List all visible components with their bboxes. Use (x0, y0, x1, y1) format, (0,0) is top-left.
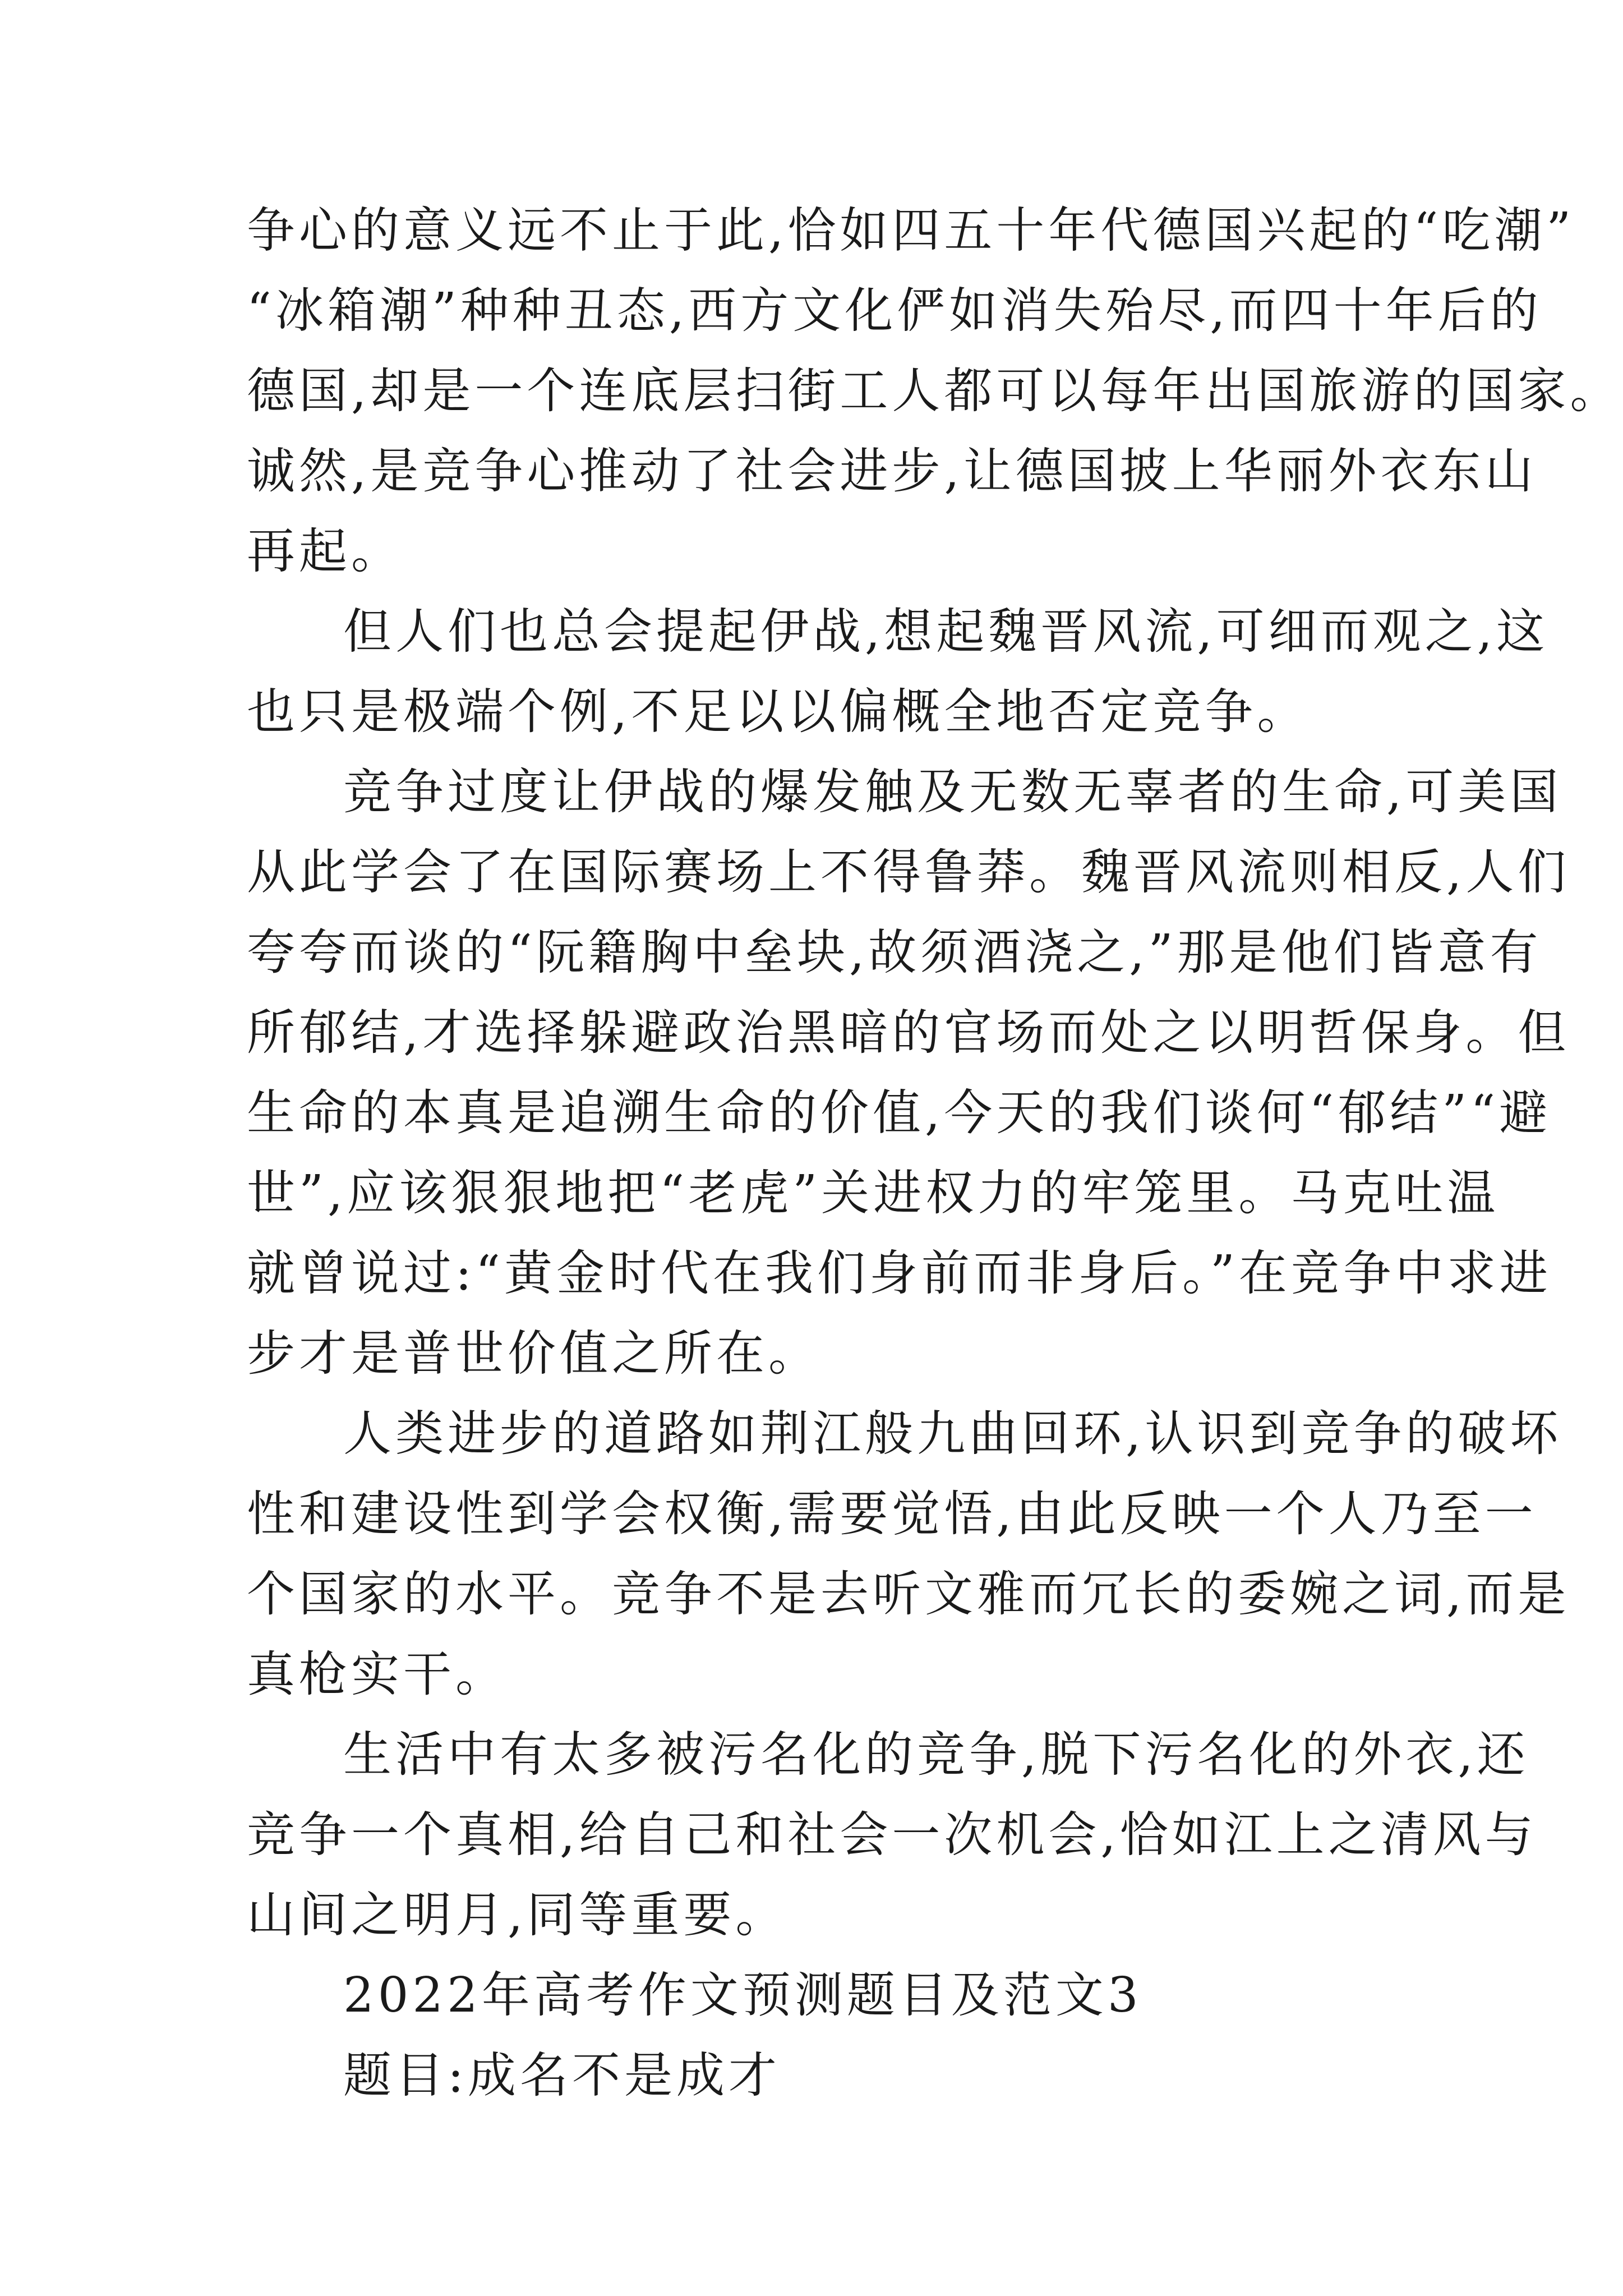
paragraph-4 (247, 1394, 1570, 1715)
text-line: 生命的本真是追溯生命的价值,今天的我们谈何“郁结”“避 (247, 1085, 1552, 1141)
text-line: 2022年高考作文预测题目及范文3 (343, 1967, 1142, 2023)
text-line: 从此学会了在国际赛场上不得鲁莽。魏晋风流则相反,人们 (247, 844, 1570, 900)
text-line: 步才是普世价值之所在。 (247, 1326, 820, 1382)
text-line: “冰箱潮”种种丑态,西方文化俨如消失殆尽,而四十年后的 (247, 283, 1542, 339)
text-line: 争心的意义远不止于此,恰如四五十年代德国兴起的“吃潮” (247, 203, 1575, 259)
text-line: 题目:成名不是成才 (343, 2047, 781, 2104)
text-line: 竞争一个真相,给自己和社会一次机会,恰如江上之清风与 (247, 1807, 1537, 1863)
section-heading (247, 1955, 1391, 2036)
text-line: 个国家的水平。竞争不是去听文雅而冗长的委婉之词,而是 (247, 1566, 1570, 1622)
text-line: 真枪实干。 (247, 1646, 508, 1703)
paragraph-2 (247, 592, 1549, 752)
text-line: 就曾说过:“黄金时代在我们身前而非身后。”在竞争中求进 (247, 1245, 1552, 1301)
text-line: 夸夸而谈的“阮籍胸中垒块,故须酒浇之,”那是他们皆意有 (247, 924, 1542, 981)
paragraph-5 (247, 1715, 1537, 1955)
text-line: 但人们也总会提起伊战,想起魏晋风流,可细而观之,这 (343, 604, 1549, 660)
essay-title (247, 2036, 1391, 2116)
text-line: 德国,却是一个连底层扫街工人都可以每年出国旅游的国家。 (247, 363, 1622, 419)
text-line: 人类进步的道路如荆江般九曲回环,认识到竞争的破坏 (343, 1406, 1562, 1462)
text-line: 也只是极端个例,不足以以偏概全地否定竞争。 (247, 684, 1310, 740)
text-line: 再起。 (247, 523, 403, 579)
paragraph-1 (247, 191, 1622, 592)
article-body (247, 191, 1622, 2116)
text-line: 山间之明月,同等重要。 (247, 1887, 788, 1943)
text-line: 生活中有太多被污名化的竞争,脱下污名化的外衣,还 (343, 1727, 1529, 1783)
paragraph-3 (247, 752, 1570, 1394)
text-line: 诚然,是竞争心推动了社会进步,让德国披上华丽外衣东山 (247, 443, 1537, 499)
text-line: 所郁结,才选择躲避政治黑暗的官场而处之以明哲保身。但 (247, 1005, 1570, 1061)
text-line: 竞争过度让伊战的爆发触及无数无辜者的生命,可美国 (343, 764, 1562, 820)
text-line: 世”,应该狠狠地把“老虎”关进权力的牢笼里。马克吐温 (247, 1165, 1500, 1221)
text-line: 性和建设性到学会权衡,需要觉悟,由此反映一个人乃至一 (247, 1486, 1537, 1542)
